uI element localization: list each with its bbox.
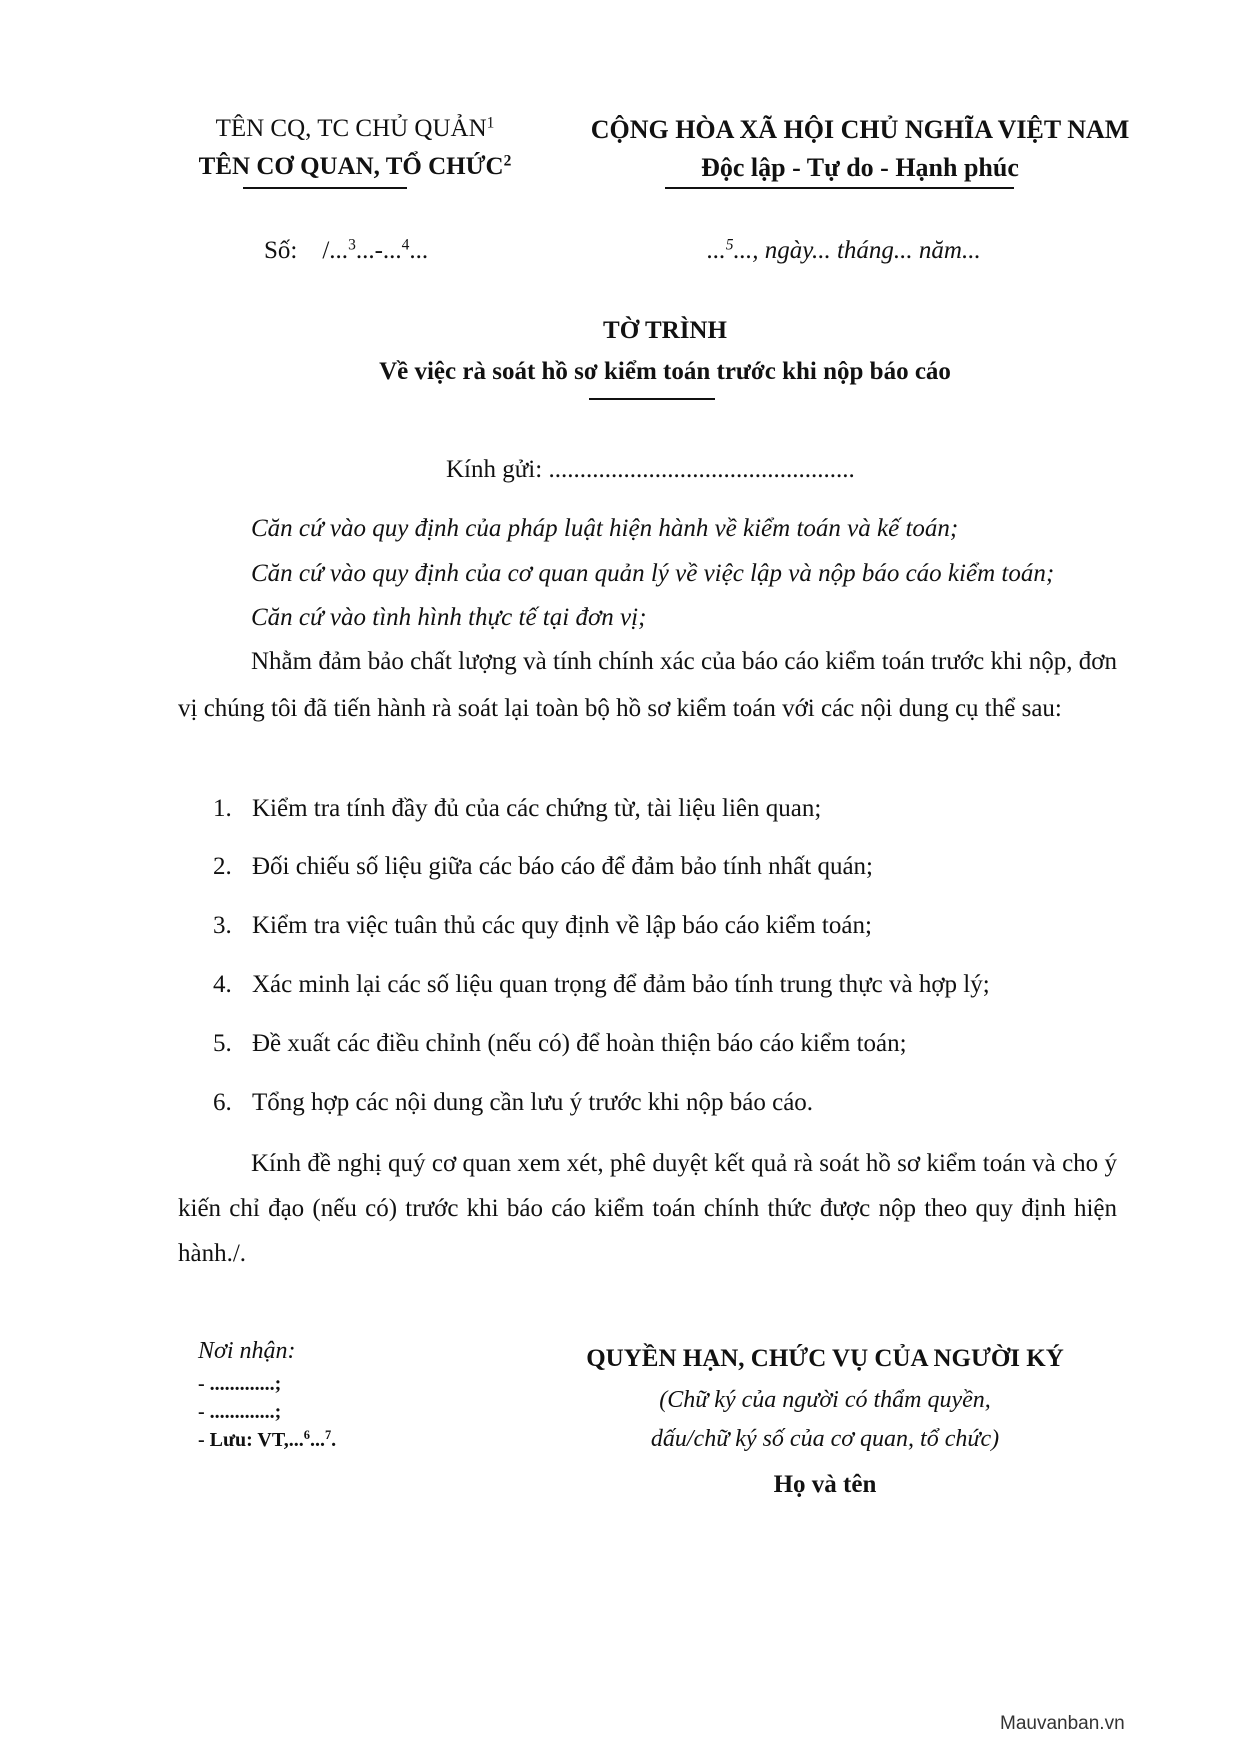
list-item: 3. Kiểm tra việc tuân thủ các quy định về lập báo cáo kiểm toán; (213, 912, 872, 939)
parent-org-name: TÊN CQ, TC CHỦ QUẢN$^1$ (215, 114, 495, 142)
legal-basis: Căn cứ vào tình hình thực tế tại đơn vị; (251, 604, 647, 631)
motto: Độc lập - Tự do - Hạnh phúc (701, 153, 1019, 182)
org-name: TÊN CƠ QUAN, TỔ CHỨC$^2$ (198, 152, 512, 180)
recipients-heading: Nơi nhận: (198, 1338, 296, 1364)
site-watermark: Mauvanban.vn (1000, 1713, 1125, 1734)
title-underline (589, 398, 715, 400)
recipient-item: - .............; (198, 1401, 282, 1423)
signer-name: Họ và tên (773, 1471, 877, 1498)
list-item: 1. Kiểm tra tính đầy đủ của các chứng từ, tài liệu liên quan; (213, 795, 822, 822)
legal-basis: Căn cứ vào quy định của cơ quan quản lý về việc lập và nộp báo cáo kiểm toán; (251, 560, 1055, 587)
recipient-item: - .............; (198, 1373, 282, 1395)
recipient-line: Kính gửi: ................................................. (446, 456, 855, 483)
signer-authority: QUYỀN HẠN, CHỨC VỤ CỦA NGƯỜI KÝ (586, 1345, 1064, 1372)
document-subtitle: Về việc rà soát hồ sơ kiểm toán trước khi nộp báo cáo (379, 358, 951, 385)
nation-name: CỘNG HÒA XÃ HỘI CHỦ NGHĨA VIỆT NAM (590, 115, 1130, 144)
signature-note: dấu/chữ ký số của cơ quan, tổ chức) (650, 1426, 1000, 1452)
recipient-item: - Lưu: VT,...$^6$...$^7$. (198, 1428, 337, 1451)
org-underline (243, 187, 407, 189)
list-item: 5. Đề xuất các điều chỉnh (nếu có) để hoàn thiện báo cáo kiểm toán; (213, 1030, 907, 1057)
list-item: 6. Tổng hợp các nội dung cần lưu ý trước khi nộp báo cáo. (213, 1089, 814, 1116)
legal-basis: Căn cứ vào quy định của pháp luật hiện hành về kiểm toán và kế toán; (251, 515, 959, 542)
document-title: TỜ TRÌNH (603, 317, 727, 344)
intro-paragraph: Nhằm đảm bảo chất lượng và tính chính xác của báo cáo kiểm toán trước khi nộp, đơn vị chúng tôi đã tiến hành rà soát lại toàn bộ hồ sơ kiểm toán với các nội dung cụ thể sau: (178, 648, 1117, 722)
signature-note: (Chữ ký của người có thẩm quyền, (659, 1387, 991, 1413)
list-item: 2. Đối chiếu số liệu giữa các báo cáo để đảm bảo tính nhất quán; (213, 853, 873, 880)
document-date: ...$^5$..., ngày... tháng... năm... (707, 236, 981, 264)
document-number: Số: /...$^3$...-...$^4$... (264, 236, 429, 264)
motto-underline (665, 187, 1014, 189)
closing-paragraph: Kính đề nghị quý cơ quan xem xét, phê duyệt kết quả rà soát hồ sơ kiểm toán và cho ý kiến chỉ đạo (nếu có) trước khi báo cáo kiểm toán chính thức được nộp theo quy định hiện hành./. (178, 1150, 1117, 1267)
list-item: 4. Xác minh lại các số liệu quan trọng để đảm bảo tính trung thực và hợp lý; (213, 971, 990, 998)
